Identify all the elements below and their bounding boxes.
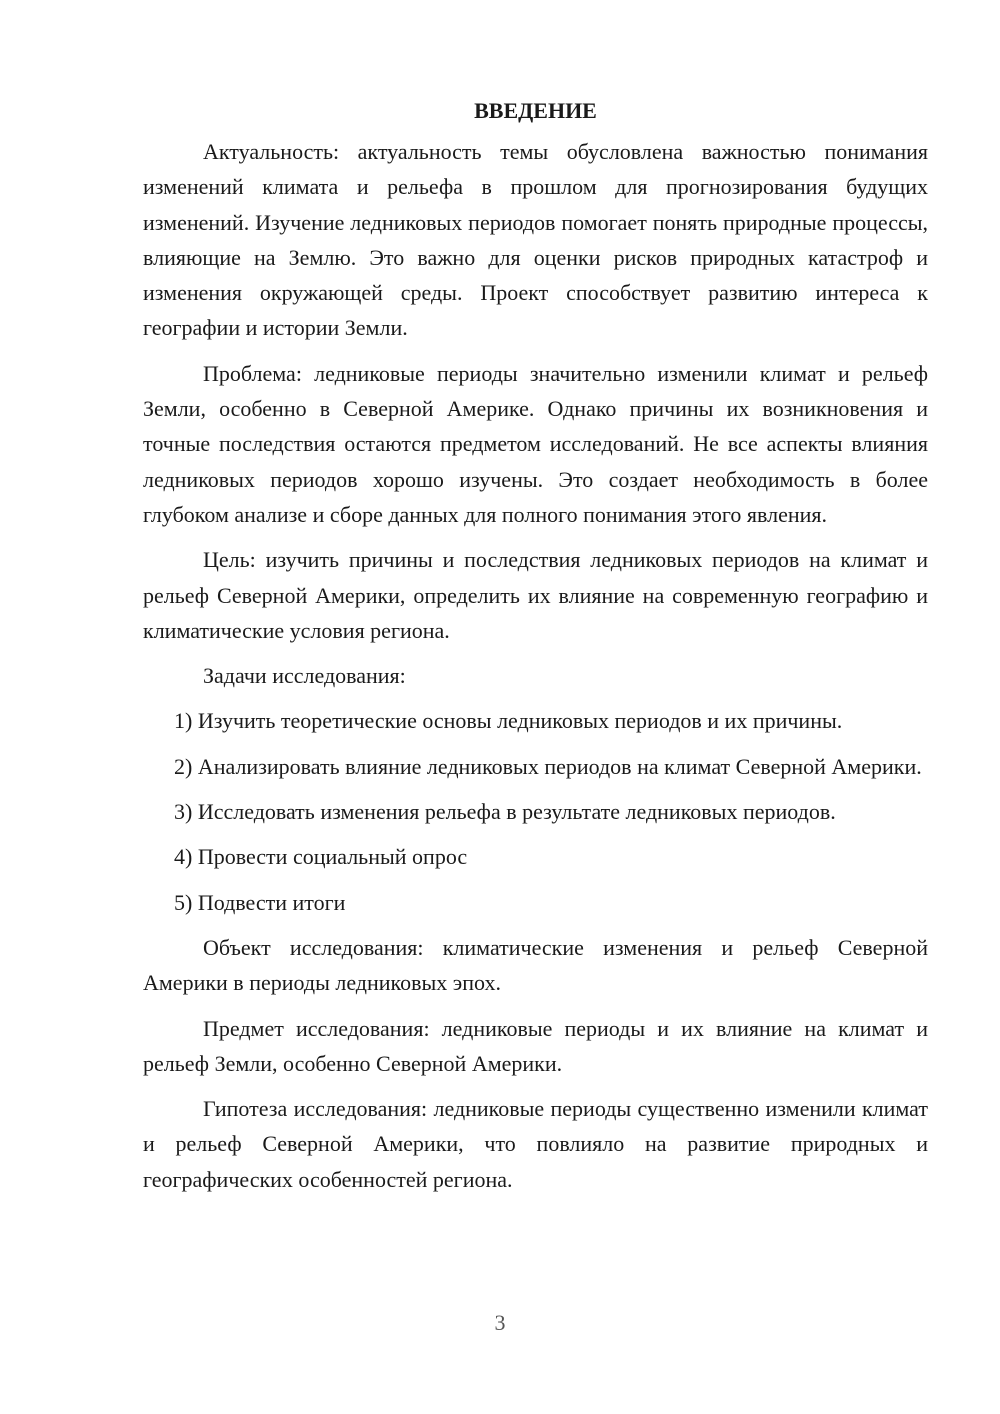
subject-paragraph: Предмет исследования: ледниковые периоды и их влияние на климат и рельеф Земли, особенно Северной Америки. [143, 1015, 928, 1076]
object-paragraph: Объект исследования: климатические изменения и рельеф Северной Америки в периоды ледниковых эпох. [143, 934, 928, 996]
problem-paragraph: Проблема: ледниковые периоды значительно изменили климат и рельеф Земли, особенно в Северной Америке. Однако причины их возникновения и точные последствия остаются предметом исследований. Не все аспекты влияния ледниковых периодов хорошо изучены. Это создает необходимость в более глубоком анализе и сборе данных для полного понимания этого явления. [143, 360, 928, 527]
task-item-5: 5) Подвести итоги [174, 889, 346, 915]
hypothesis-paragraph: Гипотеза исследования: ледниковые периоды существенно изменили климат и рельеф Северной Америки, что повлияло на развитие природных и географических особенностей региона. [143, 1096, 928, 1192]
task-item-1: 1) Изучить теоретические основы ледниковых периодов и их причины. [174, 708, 843, 734]
tasks-heading: Задачи исследования: [203, 663, 406, 689]
page-number: 3 [494, 1310, 506, 1335]
task-item-3: 3) Исследовать изменения рельефа в результате ледниковых периодов. [174, 799, 836, 825]
document-page [143, 93, 928, 1207]
task-item-2: 2) Анализировать влияние ледниковых периодов на климат Северной Америки. [174, 753, 922, 779]
section-title: ВВЕДЕНИЕ [474, 98, 597, 123]
task-item-4: 4) Провести социальный опрос [174, 844, 468, 870]
goal-paragraph: Цель: изучить причины и последствия ледниковых периодов на климат и рельеф Северной Америки, определить их влияние на современную географию и климатические условия региона. [143, 547, 928, 643]
relevance-paragraph: Актуальность: актуальность темы обусловлена важностью понимания изменений климата и рельефа в прошлом для прогнозирования будущих изменений. Изучение ледниковых периодов помогает понять природные процессы, влияющие на Землю. Это важно для оценки рисков природных катастроф и изменения окружающей среды. Проект способствует развитию интереса к географии и истории Земли. [143, 139, 928, 341]
